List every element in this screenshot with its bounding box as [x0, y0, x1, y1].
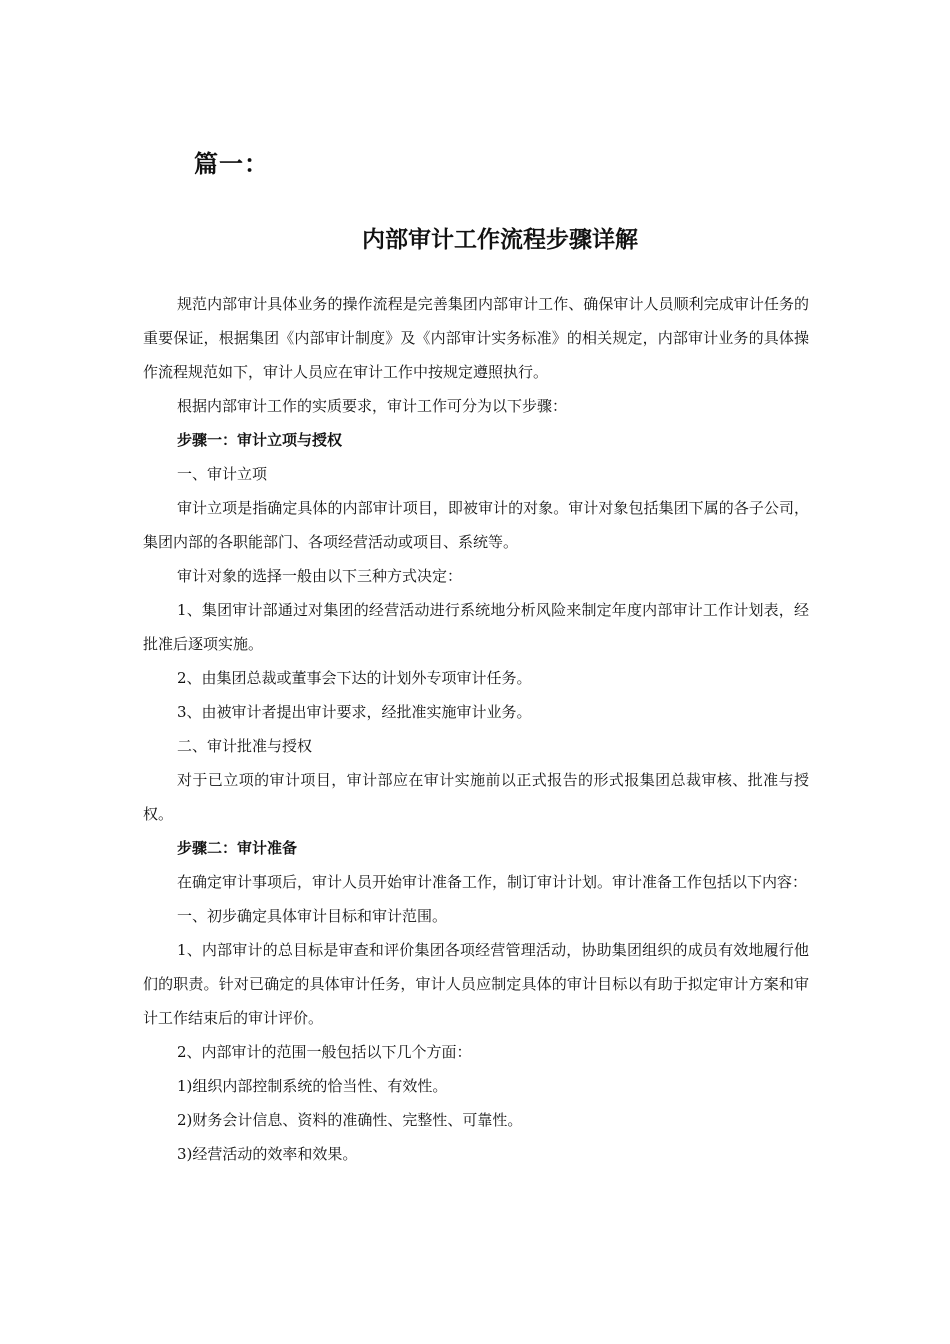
document-title: 内部审计工作流程步骤详解 [362, 226, 638, 253]
paragraph-preparation: 在确定审计事项后，审计人员开始审计准备工作，制订审计计划。审计准备工作包括以下内容： [177, 873, 808, 891]
section-heading-step-2: 步骤二：审计准备 [177, 839, 298, 857]
list-item-objective: 1、内部审计的总目标是审查和评价集团各项经营管理活动，协助集团组织的成员有效地履行他们的职责。针对已确定的具体审计任务，审计人员应制定具体的审计目标以有助于拟定审计方案和审计工作结束后的审计评价。 [143, 941, 809, 1027]
subheading-approval: 二、审计批准与授权 [177, 737, 313, 755]
paragraph-selection-methods: 审计对象的选择一般由以下三种方式决定： [177, 567, 463, 585]
subheading-audit-initiation: 一、审计立项 [177, 465, 268, 483]
list-item-scope: 2、内部审计的范围一般包括以下几个方面： [177, 1043, 472, 1061]
paragraph-approval: 对于已立项的审计项目，审计部应在审计实施前以正式报告的形式报集团总裁审核、批准与授权。 [143, 771, 809, 823]
section-heading-step-1: 步骤一：审计立项与授权 [177, 431, 343, 449]
list-item-method-3: 3、由被审计者提出审计要求，经批准实施审计业务。 [177, 703, 532, 721]
part-heading: 篇一： [194, 149, 269, 178]
scope-item-2: 2)财务会计信息、资料的准确性、完整性、可靠性。 [177, 1111, 523, 1129]
scope-item-1: 1)组织内部控制系统的恰当性、有效性。 [177, 1077, 448, 1095]
subheading-objectives-scope: 一、初步确定具体审计目标和审计范围。 [177, 907, 448, 925]
paragraph-audit-initiation: 审计立项是指确定具体的内部审计项目，即被审计的对象。审计对象包括集团下属的各子公司，集团内部的各职能部门、各项经营活动或项目、系统等。 [143, 499, 809, 551]
list-item-method-1: 1、集团审计部通过对集团的经营活动进行系统地分析风险来制定年度内部审计工作计划表，经批准后逐项实施。 [143, 601, 809, 653]
paragraph-steps-intro: 根据内部审计工作的实质要求，审计工作可分为以下步骤： [177, 397, 568, 415]
document-body [143, 287, 809, 1171]
scope-item-3: 3)经营活动的效率和效果。 [177, 1145, 358, 1163]
paragraph-intro: 规范内部审计具体业务的操作流程是完善集团内部审计工作、确保审计人员顺利完成审计任务的重要保证，根据集团《内部审计制度》及《内部审计实务标准》的相关规定，内部审计业务的具体操作流程规范如下，审计人员应在审计工作中按规定遵照执行。 [143, 295, 809, 381]
list-item-method-2: 2、由集团总裁或董事会下达的计划外专项审计任务。 [177, 669, 532, 687]
